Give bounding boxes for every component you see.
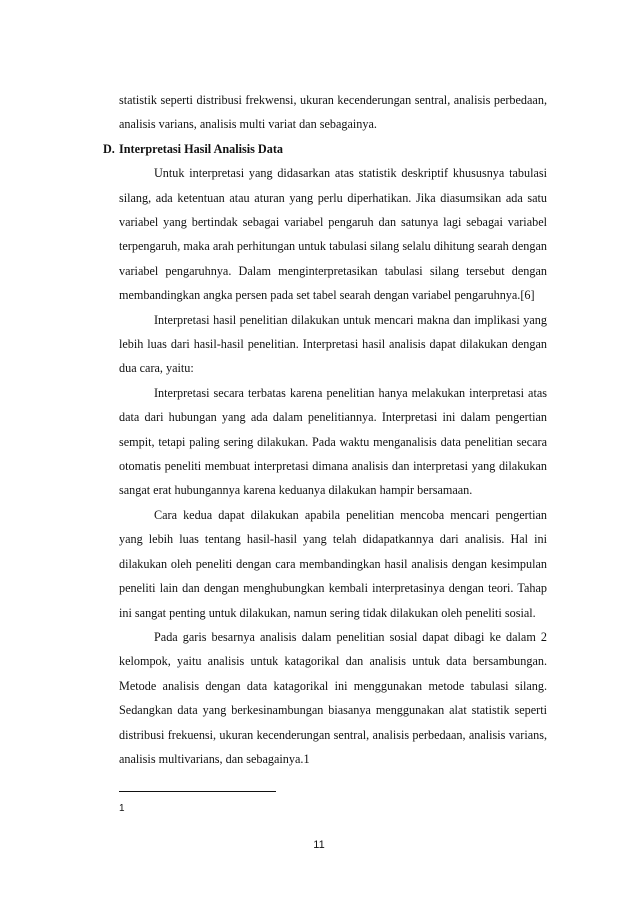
- section-heading: [103, 137, 547, 161]
- paragraph-5: [119, 625, 547, 771]
- citation-ref: [6]: [520, 288, 535, 303]
- footnote-number: 1: [119, 803, 125, 814]
- section-letter: D.: [103, 141, 115, 156]
- paragraph-5-text: Pada garis besarnya analisis dalam penelitian sosial dapat dibagi ke dalam 2 kelompok, yaitu analisis untuk katagorikal dan analisis untuk data bersambungan. Metode analisis dengan data katagorikal ini menggunakan metode tabulasi silang. Sedangkan data yang berkesinambungan biasanya menggunakan alat statistik seperti distribusi frekuensi, ukuran kecenderungan sentral, analisis perbedaan, analisis varians, analisis multivarians, dan sebagainya.: [119, 629, 547, 766]
- page-number: 11: [313, 839, 325, 851]
- section-title: Interpretasi Hasil Analisis Data: [119, 141, 283, 156]
- paragraph-4: Cara kedua dapat dilakukan apabila penelitian mencoba mencari pengertian yang lebih luas tentang hasil-hasil yang telah didapatkannya dari analisis. Hal ini dilakukan oleh peneliti dengan cara membandingkan hasil analisis dengan kesimpulan peneliti lain dan dengan menghubungkan kembali interpretasinya dengan teori. Tahap ini sangat penting untuk dilakukan, namun sering tidak dilakukan oleh peneliti sosial.: [119, 507, 547, 620]
- paragraph-2: Interpretasi hasil penelitian dilakukan untuk mencari makna dan implikasi yang lebih luas dari hasil-hasil penelitian. Interpretasi hasil analisis dapat dilakukan dengan dua cara, yaitu:: [119, 312, 547, 376]
- footnote-separator: [119, 791, 276, 792]
- footnote-ref: 1: [303, 751, 310, 766]
- paragraph-1: [119, 161, 547, 307]
- paragraph-3: Interpretasi secara terbatas karena penelitian hanya melakukan interpretasi atas data dari hubungan yang ada dalam penelitiannya. Interpretasi ini dalam pengertian sempit, tetapi paling sering dilakukan. Pada waktu menganalisis data penelitian secara otomatis peneliti membuat interpretasi dimana analisis dan interpretasi yang dilakukan sangat erat hubungannya karena keduanya dilakukan hampir bersamaan.: [119, 385, 547, 498]
- body-text: [103, 88, 547, 771]
- paragraph-1-text: Untuk interpretasi yang didasarkan atas statistik deskriptif khususnya tabulasi silang, ada ketentuan atau aturan yang perlu diperhatikan. Jika diasumsikan ada satu variabel yang bertindak sebagai variabel pengaruh dan satunya lagi sebagai variabel terpengaruh, maka arah perhitungan untuk tabulasi silang selalu dihitung searah dengan variabel pengaruhnya. Dalam menginterpretasikan tabulasi silang tersebut dengan membandingkan angka persen pada set tabel searah dengan variabel pengaruhnya.: [119, 166, 547, 303]
- continuation-paragraph: statistik seperti distribusi frekwensi, ukuran kecenderungan sentral, analisis perbedaan, analisis varians, analisis multi variat dan sebagainya.: [119, 93, 547, 132]
